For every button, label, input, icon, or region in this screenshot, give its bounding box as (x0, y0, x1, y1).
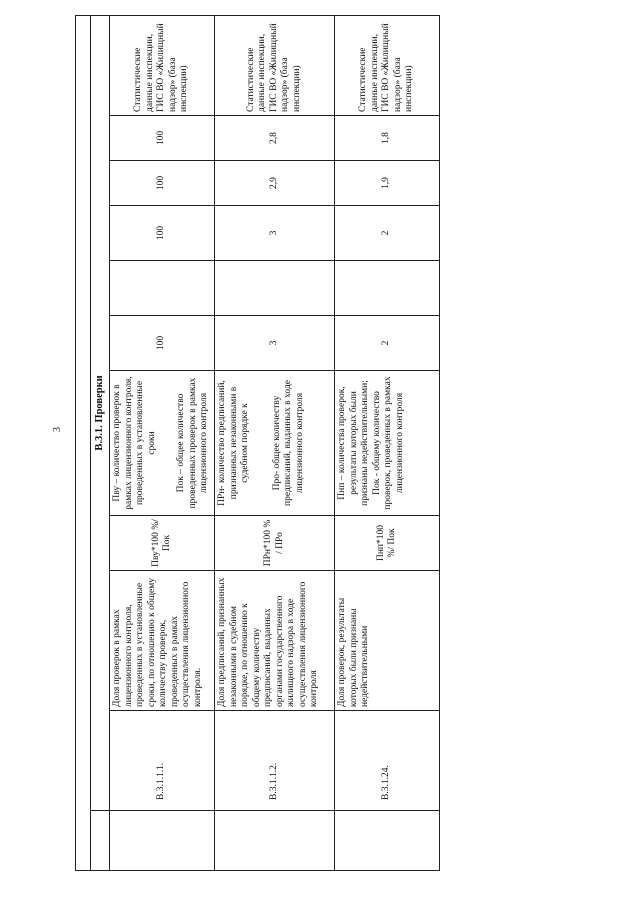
section-title: В.3.1. Проверки (91, 15, 110, 810)
value-4: 100 (110, 161, 215, 206)
row-spacer-cell (215, 811, 335, 871)
data-source (215, 15, 335, 115)
formula-legend (215, 371, 335, 516)
table-row (215, 15, 335, 870)
value-4: 2,9 (215, 161, 335, 206)
value-5: 2,8 (215, 116, 335, 161)
data-source-text: Статистические данные инспекции, ГИС ВО «Жилищный надзор» (база инспекции) (245, 23, 302, 112)
legend-numerator: Пву – количество проверок в рамках лицензионного контроля, проведенных в установленные сроки (112, 376, 157, 510)
indicator-code: В.3.1.24. (335, 711, 440, 811)
data-source (110, 15, 215, 115)
value-3: 3 (215, 206, 335, 261)
indicator-code: В.3.1.1.1. (110, 711, 215, 811)
value-5: 1,8 (335, 116, 440, 161)
value-2 (215, 261, 335, 316)
value-5: 100 (110, 116, 215, 161)
indicator-name: Доля предписаний, признанных незаконными в судебном порядке, по отношению к общему количеству предписаний, выданных органами государственного жилищного надзора в ходе осуществления лицензионного контроля (215, 571, 335, 711)
indicator-table (75, 15, 440, 871)
row-spacer-cell (335, 811, 440, 871)
value-2 (335, 261, 440, 316)
top-blank-row (76, 15, 91, 870)
data-source-text: Статистические данные инспекции, ГИС ВО «Жилищный надзор» (база инспекции) (358, 23, 415, 112)
table-row (335, 15, 440, 870)
value-2 (110, 261, 215, 316)
row-spacer-cell (110, 811, 215, 871)
data-source-text: Статистические данные инспекции, ГИС ВО «Жилищный надзор» (база инспекции) (133, 23, 190, 112)
legend-numerator: ПРн- количество предписаний, признанных незаконными в судебном порядке к (217, 380, 250, 506)
page-number: 3 (52, 427, 63, 432)
top-blank-cell (76, 15, 91, 870)
value-1: 3 (215, 316, 335, 371)
indicator-formula: Пнп*100 %/ Пок (335, 516, 440, 571)
section-spacer-cell (91, 811, 110, 871)
legend-numerator: Пнп – количества проверок, результаты которых были признаны недействительными; (337, 380, 370, 506)
indicator-name: Доля проверок, результаты которых были признаны недействительными (335, 571, 440, 711)
indicator-name: Доля проверок в рамках лицензионного контроля, проведенных в установленные сроки, по отношению к общему количеству проверок, проведенных в рамках осуществления лицензионного контроля. (110, 571, 215, 711)
formula-legend (335, 371, 440, 516)
legend-denominator: Пок - общему количество проверок, проведенных в рамках лицензионного контроля (371, 376, 405, 510)
indicator-formula: Пву*100 %/ Пок (110, 516, 215, 571)
value-4: 1,9 (335, 161, 440, 206)
indicator-table-sheet (75, 23, 440, 871)
value-1: 2 (335, 316, 440, 371)
value-3: 100 (110, 206, 215, 261)
legend-denominator: Пок – общее количество проведенных проверок в рамках лицензионного контроля (176, 377, 209, 509)
legend-denominator: Про- общее количеству предписаний, выданных в ходе лицензионного контроля (271, 380, 305, 506)
indicator-code: В.3.1.1.2. (215, 711, 335, 811)
section-header-row (91, 15, 110, 870)
indicator-formula: ПРн*100 % / ПРо (215, 516, 335, 571)
table-row (110, 15, 215, 870)
formula-legend (110, 371, 215, 516)
data-source (335, 15, 440, 115)
value-1: 100 (110, 316, 215, 371)
value-3: 2 (335, 206, 440, 261)
